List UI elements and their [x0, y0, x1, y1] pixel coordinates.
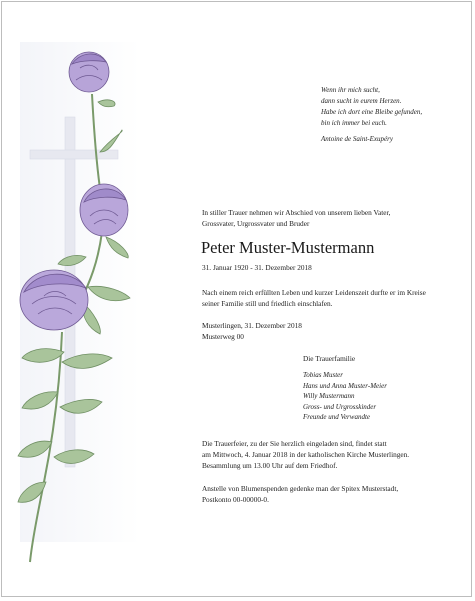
quote-line: Habe ich dort eine Bleibe gefunden, [321, 108, 423, 116]
service-line: Besammlung um 13.00 Uhr auf dem Friedhof. [202, 461, 338, 470]
family-title: Die Trauerfamilie [303, 354, 356, 363]
memorial-quote [321, 85, 422, 145]
memorial-line: seiner Familie still und friedlich einschlafen. [202, 299, 333, 308]
family-list [303, 370, 387, 423]
rose-middle [80, 184, 128, 236]
donation-info [202, 483, 398, 505]
deceased-name: Peter Muster-Mustermann [201, 238, 375, 257]
place-line: Musterlingen, 31. Dezember 2018 [202, 321, 302, 330]
service-line: Die Trauerfeier, zu der Sie herzlich eingeladen sind, findet statt [202, 439, 387, 448]
intro-line: Grossvater, Urgrossvater und Bruder [202, 219, 310, 228]
family-member: Willy Mustermann [303, 392, 355, 400]
memorial-line: Nach einem reich erfüllten Leben und kurzer Leidenszeit durfte er im Kreise [202, 288, 426, 297]
quote-line: dann sucht in eurem Herzen. [321, 97, 402, 105]
intro-line: In stiller Trauer nehmen wir Abschied von unserem lieben Vater, [202, 208, 391, 217]
rose-bottom [20, 270, 88, 330]
rose-top [69, 52, 109, 92]
service-line: am Mittwoch, 4. Januar 2018 in der katholischen Kirche Musterlingen. [202, 450, 410, 459]
family-member: Gross- und Urgrosskinder [303, 402, 377, 411]
family-member: Tobias Muster [303, 371, 344, 379]
life-dates: 31. Januar 1920 - 31. Dezember 2018 [202, 263, 312, 272]
family-member: Freunde und Verwandte [303, 413, 371, 421]
rose-illustration [2, 2, 192, 597]
quote-line: bin ich immer bei euch. [321, 119, 387, 127]
family-member: Hans und Anna Muster-Meier [303, 381, 387, 390]
quote-line: Wenn ihr mich sucht, [321, 86, 380, 94]
intro-text [202, 207, 390, 229]
obituary-page [1, 1, 472, 597]
quote-author: Antoine de Saint-Exupéry [321, 135, 393, 143]
service-info [202, 438, 409, 471]
donation-line: Anstelle von Blumenspenden gedenke man der Spitex Musterstadt, [202, 484, 399, 493]
address-line: Musterweg 00 [202, 332, 244, 341]
donation-line: Postkonto 00-00000-0. [202, 495, 269, 504]
memorial-text [202, 287, 426, 309]
place-and-date [202, 320, 302, 342]
